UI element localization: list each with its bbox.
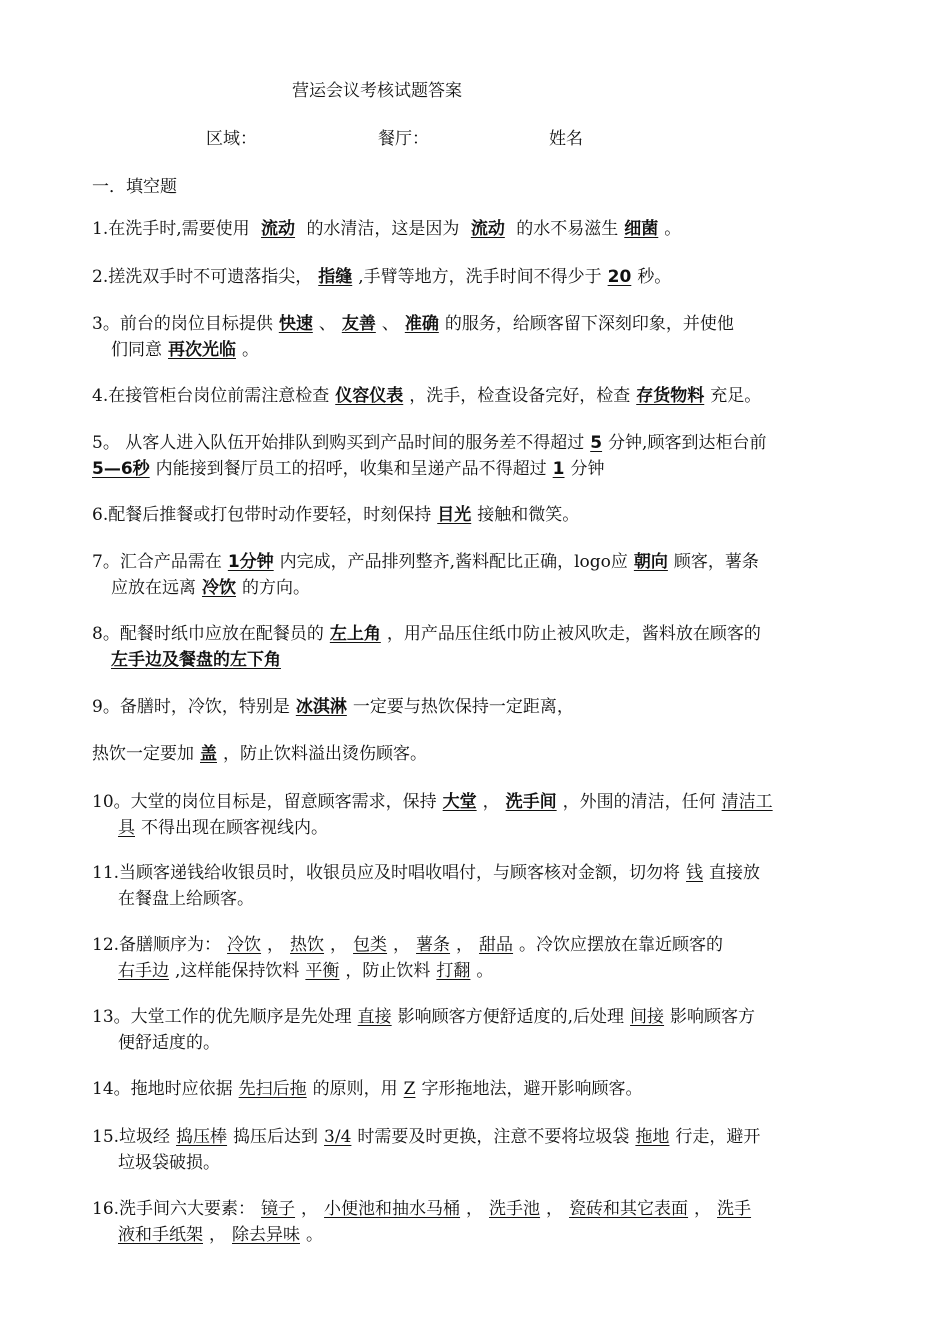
answer-blank: 甜品 — [479, 935, 514, 955]
question-text: 的原则，用 — [312, 1079, 398, 1099]
answer-blank: 洗手 — [717, 1199, 752, 1219]
question-text: ，防止饮料溢出烫伤顾客。 — [223, 744, 427, 764]
answer-blank: 直接 — [357, 1007, 392, 1027]
answer-blank: 具 — [118, 818, 135, 838]
separator: ， — [694, 1199, 712, 1219]
answer-blank: 目光 — [437, 505, 472, 525]
question-text: 4.在接管柜台岗位前需注意检查 — [92, 386, 330, 406]
question-7 — [92, 549, 862, 601]
separator: ， — [393, 935, 411, 955]
question-text: ，用产品压住纸巾防止被风吹走，酱料放在顾客的 — [386, 624, 761, 644]
question-text: 13。大堂工作的优先顺序是先处理 — [92, 1007, 352, 1027]
question-text: 14。拖地时应依据 — [92, 1079, 233, 1099]
question-text: ，外围的清洁，任何 — [562, 792, 716, 812]
question-10 — [92, 789, 862, 841]
section-heading: 一．填空题 — [92, 177, 177, 197]
question-text: ，洗手，检查设备完好，检查 — [409, 386, 631, 406]
question-15 — [92, 1124, 862, 1176]
separator: ， — [267, 935, 285, 955]
answer-blank: 捣压棒 — [176, 1127, 228, 1147]
answer-blank: 间接 — [630, 1007, 665, 1027]
answer-blank: 小便池和抽水马桶 — [324, 1199, 461, 1219]
answer-blank: 再次光临 — [168, 340, 236, 360]
answer-blank: 清洁工 — [721, 792, 773, 812]
question-text: 充足。 — [710, 386, 762, 406]
question-text: 5。 从客人进入队伍开始排队到购买到产品时间的服务差不得超过 — [92, 433, 585, 453]
answer-blank: 细菌 — [624, 219, 659, 239]
question-14 — [92, 1076, 862, 1102]
question-text: 不得出现在顾客视线内。 — [141, 818, 328, 838]
answer-blank: 左上角 — [329, 624, 381, 644]
answer-blank: 包类 — [353, 935, 388, 955]
question-text: 一定要与热饮保持一定距离， — [352, 697, 574, 717]
separator: ， — [330, 935, 348, 955]
question-text: 。 — [242, 340, 259, 360]
answer-blank: 20 — [607, 267, 632, 287]
answer-blank: 液和手纸架 — [118, 1225, 203, 1245]
question-text: 1.在洗手时,需要使用 — [92, 219, 250, 239]
question-text: 在餐盘上给顾客。 — [118, 889, 254, 909]
question-text: 时需要及时更换，注意不要将垃圾袋 — [357, 1127, 630, 1147]
name-label: 姓名 — [549, 129, 583, 149]
answer-blank: 薯条 — [416, 935, 451, 955]
question-text: 11.当顾客递钱给收银员时，收银员应及时唱收唱付，与顾客核对金额，切勿将 — [92, 863, 681, 883]
answer-blank: 5 — [590, 433, 603, 453]
answer-blank: Z — [403, 1079, 416, 1099]
answer-blank: 仪容仪表 — [335, 386, 404, 406]
question-text: 分钟,顾客到达柜台前 — [608, 433, 767, 453]
question-text: 的方向。 — [242, 578, 310, 598]
question-text: 10。大堂的岗位目标是，留意顾客需求，保持 — [92, 792, 437, 812]
answer-blank: 热饮 — [290, 935, 325, 955]
answer-blank: 冷饮 — [227, 935, 262, 955]
answer-blank: 1 — [552, 459, 565, 479]
question-text: ， — [482, 792, 500, 812]
question-text: 12.备膳顺序为： — [92, 935, 222, 955]
answer-blank: 瓷砖和其它表面 — [569, 1199, 689, 1219]
answer-blank: 存货物料 — [636, 386, 705, 406]
question-text: 7。汇合产品需在 — [92, 552, 222, 572]
question-text: 应放在远离 — [111, 578, 196, 598]
question-text: ，防止饮料 — [345, 961, 431, 981]
question-text: 16.洗手间六大要素： — [92, 1199, 256, 1219]
answer-blank: 钱 — [686, 863, 704, 883]
answer-blank: 左手边及餐盘的左下角 — [111, 650, 281, 670]
question-text: 2.搓洗双手时不可遗落指尖， — [92, 267, 313, 287]
question-text: 、 — [318, 314, 336, 334]
answer-blank: 朝向 — [633, 552, 668, 572]
answer-blank: 镜子 — [261, 1199, 296, 1219]
question-12 — [92, 932, 862, 984]
question-text: 影响顾客方便舒适度的,后处理 — [397, 1007, 625, 1027]
question-1 — [92, 216, 862, 242]
question-4 — [92, 383, 862, 409]
answer-blank: 盖 — [200, 744, 217, 764]
question-text: 字形拖地法，避开影响顾客。 — [421, 1079, 643, 1099]
answer-blank: 友善 — [341, 314, 376, 334]
question-text: 8。配餐时纸巾应放在配餐员的 — [92, 624, 324, 644]
separator: ， — [466, 1199, 484, 1219]
question-text: 的水清洁，这是因为 — [306, 219, 460, 239]
answer-blank: 拖地 — [635, 1127, 670, 1147]
question-text: 。 — [306, 1225, 323, 1245]
page-title: 营运会议考核试题答案 — [292, 81, 462, 101]
answer-blank: 准确 — [404, 314, 439, 334]
question-text: 捣压后达到 — [233, 1127, 319, 1147]
region-label: 区域： — [206, 129, 257, 149]
question-16 — [92, 1196, 862, 1248]
question-text: 9。备膳时，冷饮，特别是 — [92, 697, 290, 717]
answer-blank: 除去异味 — [232, 1225, 300, 1245]
question-text: 内完成，产品排列整齐,酱料配比正确，logo应 — [279, 552, 628, 572]
question-text: 。冷饮应摆放在靠近顾客的 — [519, 935, 724, 955]
question-text: 。 — [476, 961, 494, 981]
question-text: 的水不易滋生 — [516, 219, 619, 239]
answer-blank: 快速 — [278, 314, 313, 334]
question-2 — [92, 264, 862, 290]
question-11 — [92, 860, 862, 912]
question-text: 便舒适度的。 — [118, 1033, 220, 1053]
answer-blank: 洗手池 — [489, 1199, 541, 1219]
question-text: 的服务，给顾客留下深刻印象，并使他 — [444, 314, 734, 334]
question-text: 顾客，薯条 — [673, 552, 759, 572]
answer-blank: 流动 — [261, 219, 296, 239]
question-text: 们同意 — [111, 340, 162, 360]
question-text: 接触和微笑。 — [477, 505, 580, 525]
separator: ， — [546, 1199, 564, 1219]
question-text: ,这样能保持饮料 — [175, 961, 300, 981]
question-text: 、 — [381, 314, 399, 334]
question-text: 行走，避开 — [675, 1127, 761, 1147]
question-9-continued — [92, 741, 862, 767]
answer-blank: 5—6秒 — [92, 459, 150, 479]
question-text: 热饮一定要加 — [92, 744, 194, 764]
answer-blank: 打翻 — [436, 961, 471, 981]
question-text: 3。前台的岗位目标提供 — [92, 314, 273, 334]
answer-blank: 大堂 — [442, 792, 477, 812]
answer-blank: 洗手间 — [505, 792, 557, 812]
answer-blank: 流动 — [470, 219, 505, 239]
answer-blank: 3/4 — [324, 1127, 352, 1147]
question-text: 秒。 — [637, 267, 672, 287]
separator: ， — [456, 935, 474, 955]
answer-blank: 冰淇淋 — [295, 697, 347, 717]
answer-blank: 右手边 — [118, 961, 169, 981]
question-6 — [92, 502, 862, 528]
answer-blank: 1分钟 — [227, 552, 274, 572]
restaurant-label: 餐厅： — [378, 129, 429, 149]
question-text: 垃圾袋破损。 — [118, 1153, 220, 1173]
answer-blank: 先扫后拖 — [238, 1079, 307, 1099]
question-13 — [92, 1004, 862, 1056]
separator: ， — [301, 1199, 319, 1219]
question-text: 分钟 — [570, 459, 605, 479]
question-text: ,手臂等地方，洗手时间不得少于 — [358, 267, 602, 287]
question-text: 15.垃圾经 — [92, 1127, 171, 1147]
question-text: 6.配餐后推餐或打包带时动作要轻，时刻保持 — [92, 505, 432, 525]
question-text: 影响顾客方 — [670, 1007, 756, 1027]
answer-blank: 冷饮 — [202, 578, 236, 598]
answer-blank: 平衡 — [305, 961, 340, 981]
separator: ， — [209, 1225, 226, 1245]
question-text: 直接放 — [709, 863, 761, 883]
question-5 — [92, 430, 862, 482]
question-8 — [92, 621, 862, 673]
question-text: 。 — [664, 219, 682, 239]
answer-blank: 指缝 — [318, 267, 353, 287]
question-3 — [92, 311, 862, 363]
question-9 — [92, 694, 862, 720]
question-text: 内能接到餐厅员工的招呼，收集和呈递产品不得超过 — [155, 459, 547, 479]
